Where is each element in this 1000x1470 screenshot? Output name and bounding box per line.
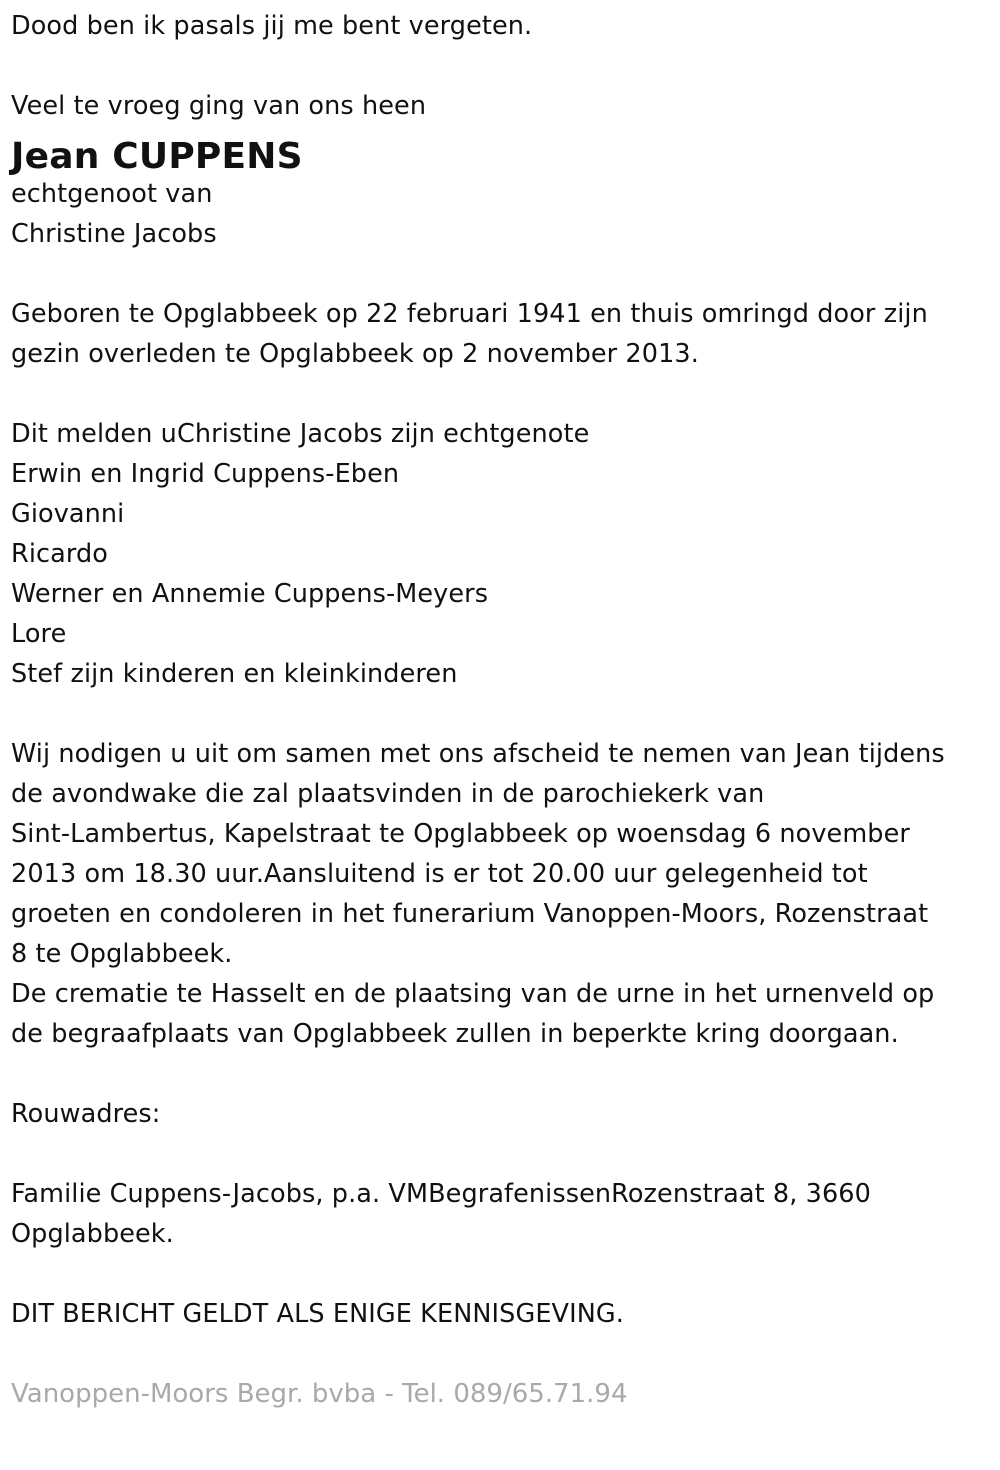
spacer bbox=[11, 1134, 991, 1174]
funeral-home-footer: Vanoppen-Moors Begr. bvba - Tel. 089/65.71.94 bbox=[11, 1379, 628, 1409]
obituary-document bbox=[11, 6, 991, 1414]
relation-line-2: Christine Jacobs bbox=[11, 219, 217, 249]
invitation-line: Wij nodigen u uit om samen met ons afscheid te nemen van Jean tijdens bbox=[11, 739, 945, 769]
invitation-line: 8 te Opglabbeek. bbox=[11, 939, 233, 969]
spacer bbox=[11, 46, 991, 86]
address-label: Rouwadres: bbox=[11, 1099, 161, 1129]
family-line: Ricardo bbox=[11, 539, 108, 569]
intro-line-1: Dood ben ik pasals jij me bent vergeten. bbox=[11, 11, 533, 41]
deceased-name: Jean CUPPENS bbox=[11, 136, 303, 177]
spacer bbox=[11, 694, 991, 734]
intro-line-2: Veel te vroeg ging van ons heen bbox=[11, 91, 427, 121]
family-line: Erwin en Ingrid Cuppens-Eben bbox=[11, 459, 400, 489]
family-line: Stef zijn kinderen en kleinkinderen bbox=[11, 659, 458, 689]
birth-death-line: gezin overleden te Opglabbeek op 2 november 2013. bbox=[11, 339, 699, 369]
family-line: Werner en Annemie Cuppens-Meyers bbox=[11, 579, 489, 609]
spacer bbox=[11, 1054, 991, 1094]
invitation-line: groeten en condoleren in het funerarium Vanoppen-Moors, Rozenstraat bbox=[11, 899, 929, 929]
family-line: Dit melden uChristine Jacobs zijn echtgenote bbox=[11, 419, 590, 449]
invitation-line: Sint-Lambertus, Kapelstraat te Opglabbeek op woensdag 6 november bbox=[11, 819, 910, 849]
spacer bbox=[11, 254, 991, 294]
notice-line: DIT BERICHT GELDT ALS ENIGE KENNISGEVING. bbox=[11, 1299, 624, 1329]
invitation-line: 2013 om 18.30 uur.Aansluitend is er tot 20.00 uur gelegenheid tot bbox=[11, 859, 868, 889]
spacer bbox=[11, 374, 991, 414]
birth-death-line: Geboren te Opglabbeek op 22 februari 1941 en thuis omringd door zijn bbox=[11, 299, 928, 329]
invitation-line: de begraafplaats van Opglabbeek zullen in beperkte kring doorgaan. bbox=[11, 1019, 899, 1049]
relation-line-1: echtgenoot van bbox=[11, 179, 213, 209]
invitation-line: De crematie te Hasselt en de plaatsing van de urne in het urnenveld op bbox=[11, 979, 935, 1009]
address-line-1: Familie Cuppens-Jacobs, p.a. VMBegrafenissenRozenstraat 8, 3660 bbox=[11, 1179, 871, 1209]
address-line-2: Opglabbeek. bbox=[11, 1219, 174, 1249]
family-line: Giovanni bbox=[11, 499, 125, 529]
family-line: Lore bbox=[11, 619, 67, 649]
spacer bbox=[11, 1254, 991, 1294]
invitation-line: de avondwake die zal plaatsvinden in de parochiekerk van bbox=[11, 779, 765, 809]
spacer bbox=[11, 1334, 991, 1374]
